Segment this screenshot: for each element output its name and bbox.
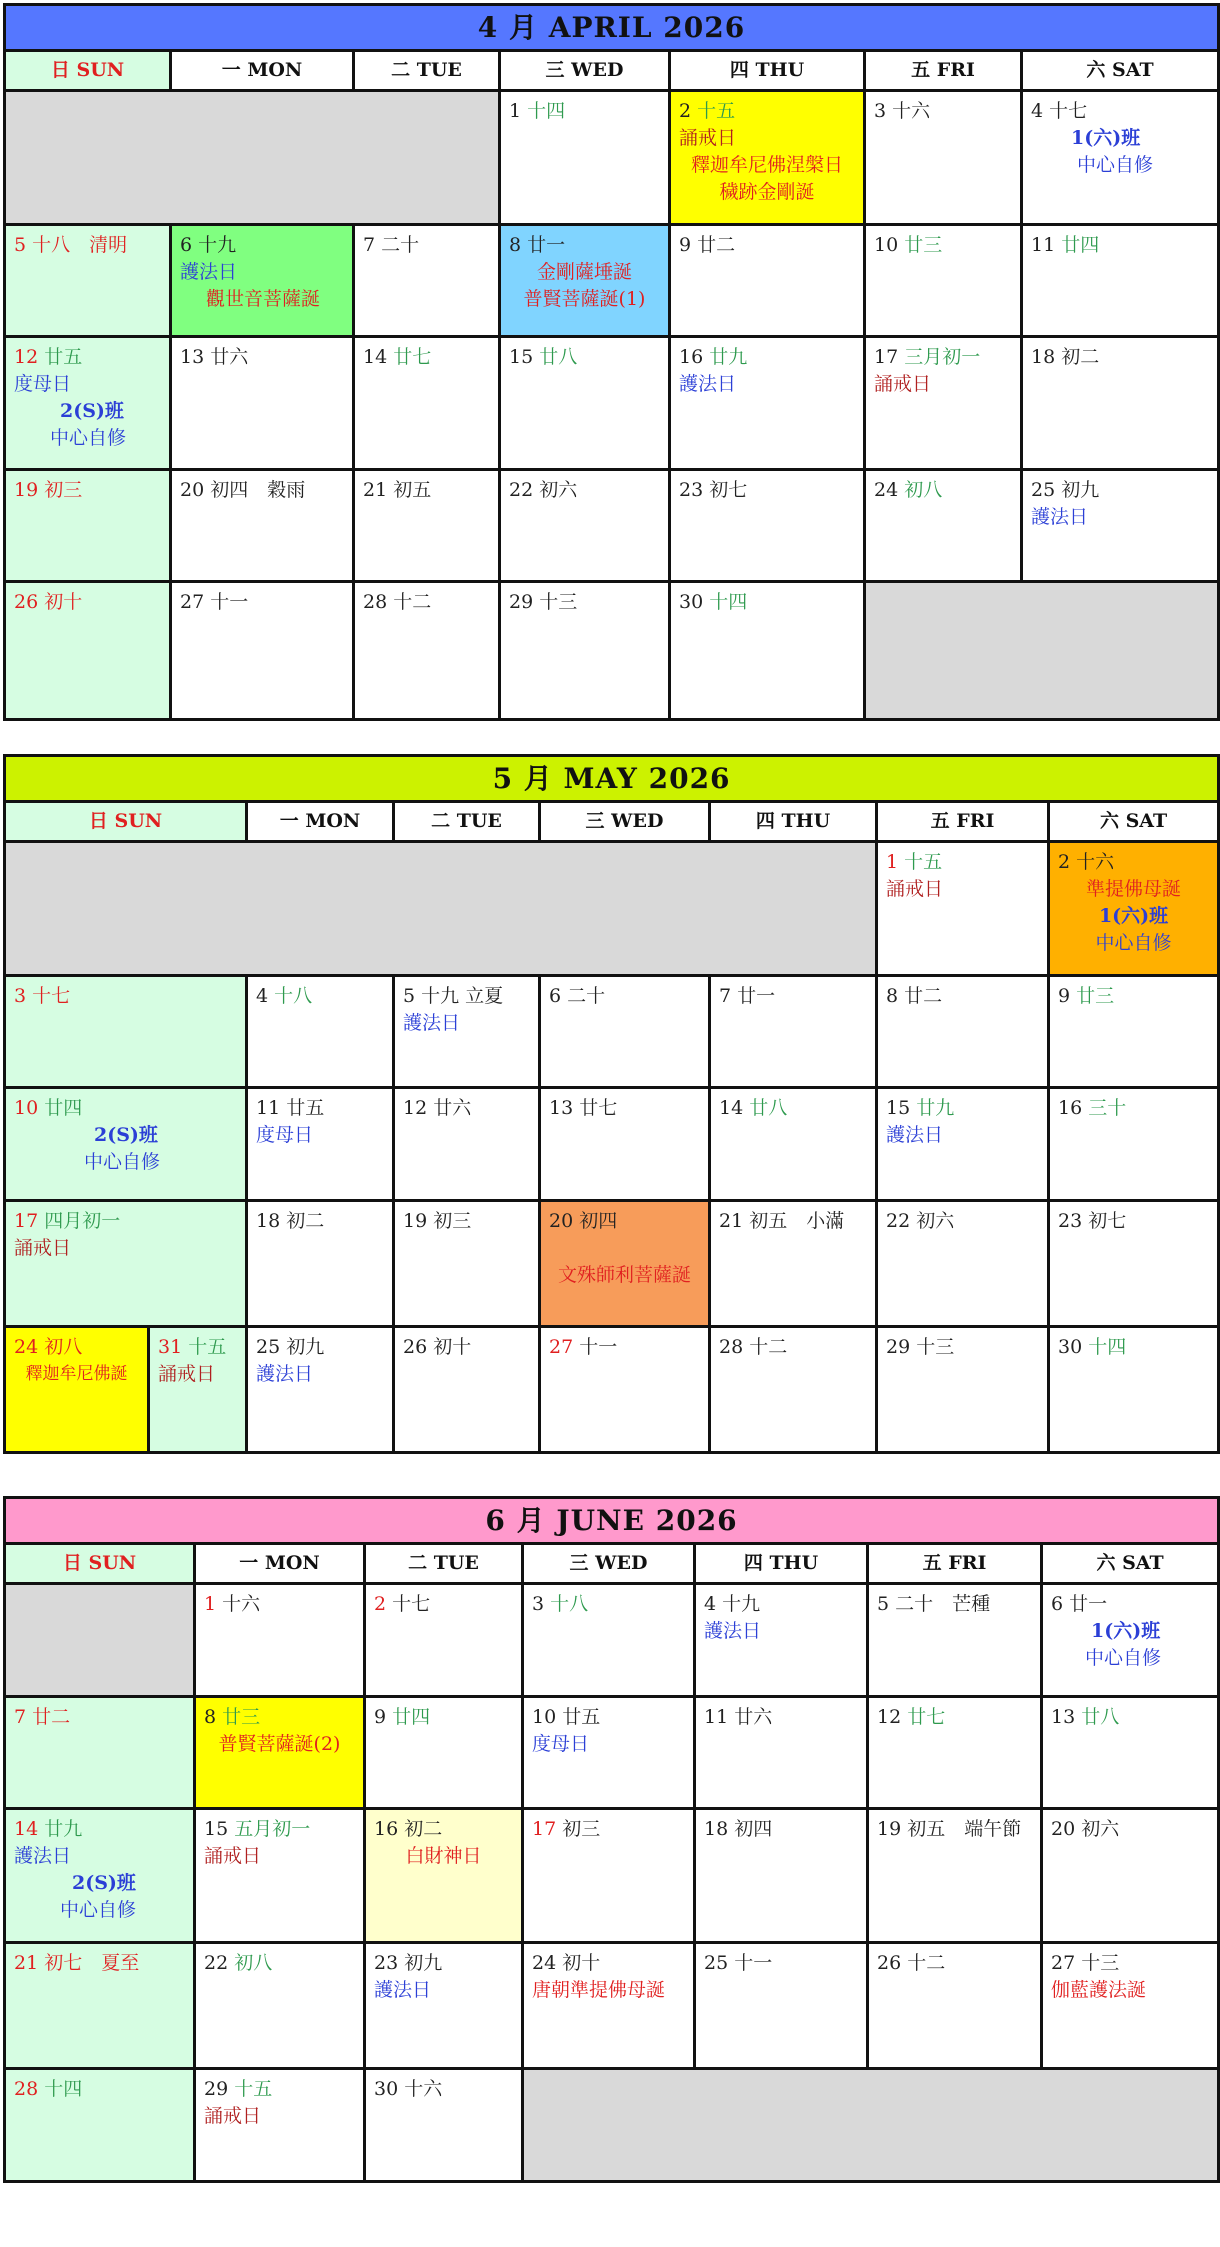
weekday-header-wed: 三 WED [540,802,710,842]
april-calendar [3,3,1220,721]
day-cell[interactable]: 18 初二 [1022,337,1219,470]
weekday-header-thu: 四 THU [670,51,865,91]
day-cell[interactable]: 27 十三 伽藍護法誕 [1042,1943,1219,2069]
day-cell[interactable]: 18 初四 [695,1809,868,1943]
day-cell[interactable]: 12 廿七 [868,1697,1042,1809]
day-cell[interactable]: 13 廿六 [171,337,354,470]
weekday-header-sat: 六 SAT [1049,802,1219,842]
day-cell[interactable]: 22 初八 [195,1943,365,2069]
day-cell[interactable]: 9 廿三 [1049,976,1219,1088]
day-cell[interactable]: 4 十八 [247,976,394,1088]
day-cell[interactable]: 1 十四 [500,91,670,225]
weekday-header-tue: 二 TUE [354,51,500,91]
day-cell[interactable]: 30 十六 [365,2069,523,2182]
weekday-header-sat: 六 SAT [1042,1544,1219,1584]
day-cell[interactable]: 19 初三 [394,1201,540,1327]
day-cell[interactable]: 24 初八 [865,470,1022,582]
day-cell[interactable]: 17 初三 [523,1809,695,1943]
weekday-header-fri: 五 FRI [868,1544,1042,1584]
day-cell[interactable]: 11 廿四 [1022,225,1219,337]
day-cell[interactable]: 16 廿九 護法日 [670,337,865,470]
empty-cell [5,91,500,225]
empty-cell [5,1584,195,1697]
day-cell[interactable]: 26 初十 [5,582,171,720]
day-cell[interactable]: 30 十四 [670,582,865,720]
day-cell[interactable]: 18 初二 [247,1201,394,1327]
day-cell[interactable]: 28 十二 [354,582,500,720]
day-cell[interactable]: 21 初五 小滿 [710,1201,877,1327]
day-cell[interactable]: 17 三月初一 誦戒日 [865,337,1022,470]
day-cell[interactable]: 21 初五 [354,470,500,582]
day-cell[interactable]: 29 十五 誦戒日 [195,2069,365,2182]
day-cell[interactable]: 17 四月初一 誦戒日 [5,1201,247,1327]
day-cell[interactable]: 8 廿三 普賢菩薩誕(2) [195,1697,365,1809]
day-cell[interactable]: 20 初四 穀雨 [171,470,354,582]
day-cell[interactable]: 9 廿四 [365,1697,523,1809]
weekday-header-sun: 日 SUN [5,1544,195,1584]
day-cell[interactable]: 3 十六 [865,91,1022,225]
day-cell[interactable]: 23 初九 護法日 [365,1943,523,2069]
day-cell[interactable]: 1 十五 誦戒日 [877,842,1049,976]
may-calendar [3,754,1220,1454]
day-cell[interactable]: 31 十五 誦戒日 [149,1327,247,1453]
day-cell[interactable]: 25 初九 護法日 [1022,470,1219,582]
day-cell[interactable]: 8 廿二 [877,976,1049,1088]
day-cell[interactable]: 7 二十 [354,225,500,337]
day-cell[interactable]: 12 廿五 度母日 2(S)班 中心自修 [5,337,171,470]
day-cell[interactable]: 28 十四 [5,2069,195,2182]
day-cell[interactable]: 15 廿九 護法日 [877,1088,1049,1201]
day-cell[interactable]: 28 十二 [710,1327,877,1453]
day-cell[interactable]: 14 廿八 [710,1088,877,1201]
day-cell[interactable]: 21 初七 夏至 [5,1943,195,2069]
day-cell[interactable]: 16 初二 白財神日 [365,1809,523,1943]
day-cell[interactable]: 5 十九 立夏 護法日 [394,976,540,1088]
day-cell[interactable]: 15 廿八 [500,337,670,470]
empty-cell [865,582,1219,720]
day-cell[interactable]: 22 初六 [500,470,670,582]
empty-cell [5,842,877,976]
day-cell[interactable]: 22 初六 [877,1201,1049,1327]
day-cell[interactable]: 19 初五 端午節 [868,1809,1042,1943]
day-cell[interactable]: 6 廿一 1(六)班 中心自修 [1042,1584,1219,1697]
day-cell[interactable]: 29 十三 [877,1327,1049,1453]
day-cell[interactable]: 7 廿二 [5,1697,195,1809]
weekday-header-tue: 二 TUE [365,1544,523,1584]
day-cell[interactable]: 12 廿六 [394,1088,540,1201]
weekday-header-mon: 一 MON [171,51,354,91]
day-cell[interactable]: 4 十七 1(六)班 中心自修 [1022,91,1219,225]
weekday-header-sun: 日 SUN [5,802,247,842]
month-title: 4 月 APRIL 2026 [5,5,1219,51]
day-cell[interactable]: 2 十五 誦戒日 釋迦牟尼佛涅槃日 穢跡金剛誕 [670,91,865,225]
empty-cell [523,2069,1219,2182]
day-cell[interactable]: 13 廿七 [540,1088,710,1201]
day-cell[interactable]: 24 初十 唐朝準提佛母誕 [523,1943,695,2069]
weekday-header-fri: 五 FRI [865,51,1022,91]
day-cell[interactable]: 11 廿六 [695,1697,868,1809]
day-cell[interactable]: 27 十一 [540,1327,710,1453]
day-cell[interactable]: 9 廿二 [670,225,865,337]
weekday-header-mon: 一 MON [247,802,394,842]
month-title: 6 月 JUNE 2026 [5,1498,1219,1544]
day-cell[interactable]: 4 十九 護法日 [695,1584,868,1697]
weekday-header-wed: 三 WED [523,1544,695,1584]
weekday-header-tue: 二 TUE [394,802,540,842]
day-cell[interactable]: 3 十八 [523,1584,695,1697]
day-cell[interactable]: 20 初六 [1042,1809,1219,1943]
day-cell[interactable]: 20 初四 文殊師利菩薩誕 [540,1201,710,1327]
day-cell[interactable]: 26 初十 [394,1327,540,1453]
month-title: 5 月 MAY 2026 [5,756,1219,802]
day-cell[interactable]: 6 二十 [540,976,710,1088]
day-cell[interactable]: 23 初七 [670,470,865,582]
day-cell[interactable]: 14 廿九 護法日 2(S)班 中心自修 [5,1809,195,1943]
weekday-header-thu: 四 THU [710,802,877,842]
weekday-header-fri: 五 FRI [877,802,1049,842]
day-cell[interactable]: 15 五月初一 誦戒日 [195,1809,365,1943]
day-cell[interactable]: 6 十九 護法日 觀世音菩薩誕 [171,225,354,337]
day-cell[interactable]: 19 初三 [5,470,171,582]
weekday-header-thu: 四 THU [695,1544,868,1584]
day-cell[interactable]: 24 初八 釋迦牟尼佛誕 [5,1327,149,1453]
day-cell[interactable]: 7 廿一 [710,976,877,1088]
day-cell[interactable]: 5 二十 芒種 [868,1584,1042,1697]
day-cell[interactable]: 1 十六 [195,1584,365,1697]
day-cell[interactable]: 8 廿一 金剛薩埵誕 普賢菩薩誕(1) [500,225,670,337]
weekday-header-mon: 一 MON [195,1544,365,1584]
day-cell[interactable]: 27 十一 [171,582,354,720]
weekday-header-sat: 六 SAT [1022,51,1219,91]
weekday-header-wed: 三 WED [500,51,670,91]
day-cell[interactable]: 5 十八 清明 [5,225,171,337]
weekday-header-sun: 日 SUN [5,51,171,91]
day-cell[interactable]: 30 十四 [1049,1327,1219,1453]
day-cell[interactable]: 3 十七 [5,976,247,1088]
day-cell[interactable]: 2 十七 [365,1584,523,1697]
day-cell[interactable]: 11 廿五 度母日 [247,1088,394,1201]
day-cell[interactable]: 13 廿八 [1042,1697,1219,1809]
day-cell[interactable]: 2 十六 準提佛母誕 1(六)班 中心自修 [1049,842,1219,976]
day-cell[interactable]: 10 廿五 度母日 [523,1697,695,1809]
day-cell[interactable]: 29 十三 [500,582,670,720]
day-cell[interactable]: 16 三十 [1049,1088,1219,1201]
day-cell[interactable]: 25 十一 [695,1943,868,2069]
day-cell[interactable]: 10 廿三 [865,225,1022,337]
day-cell[interactable]: 26 十二 [868,1943,1042,2069]
day-cell[interactable]: 23 初七 [1049,1201,1219,1327]
june-calendar [3,1496,1220,2183]
day-cell[interactable]: 10 廿四 2(S)班 中心自修 [5,1088,247,1201]
day-cell[interactable]: 25 初九 護法日 [247,1327,394,1453]
day-cell[interactable]: 14 廿七 [354,337,500,470]
